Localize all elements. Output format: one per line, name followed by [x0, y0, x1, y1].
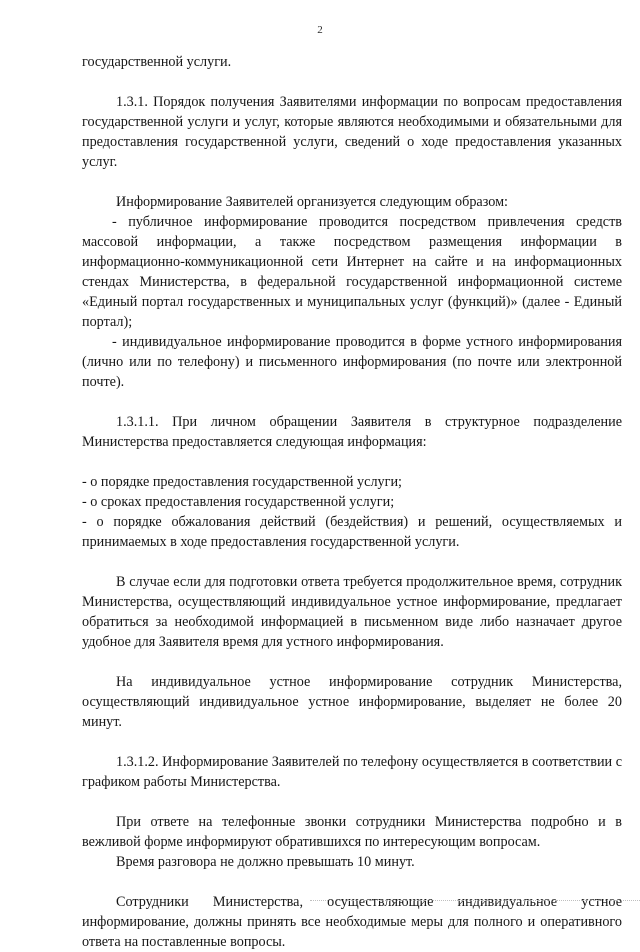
paragraph-1-3-1-2: 1.3.1.2. Информирование Заявителей по телефону осуществляется в соответствии с графиком работы Министерства. [82, 754, 622, 790]
paragraph-continuation: государственной услуги. [82, 54, 232, 70]
paragraph-phone-answer: При ответе на телефонные звонки сотрудники Министерства подробно и в вежливой форме информируют обратившихся по интересующим вопросам. [82, 814, 622, 850]
information-list [82, 472, 622, 552]
informing-methods-list [82, 212, 622, 392]
list-item: - о порядке предоставления государственной услуги; [82, 474, 402, 490]
list-item: - публичное информирование проводится посредством привлечения средств массовой информации, а также посредством размещения информации в информационно-коммуникационной сети Интернет на сайте и на информационных стендах Министерства, в федеральной государственной информационной системе «Единый портал государственных и муниципальных услуг (функций)» (далее - Единый портал); [82, 214, 622, 330]
page-number: 2 [317, 24, 323, 36]
paragraph-1-3-1: 1.3.1. Порядок получения Заявителями информации по вопросам предоставления государственной услуги и услуг, которые являются необходимыми и обязательными для предоставления государственной услуги, сведений о ходе предоставления указанных услуг. [82, 94, 622, 170]
list-item: - индивидуальное информирование проводится в форме устного информирования (лично или по телефону) и письменного информирования (по почте или электронной почте). [82, 334, 622, 390]
paragraph-time-limit: На индивидуальное устное информирование сотрудник Министерства, осуществляющий индивидуальное устное информирование, выделяет не более 20 минут. [82, 674, 622, 730]
paragraph-long-preparation: В случае если для подготовки ответа требуется продолжительное время, сотрудник Министерства, осуществляющий индивидуальное устное информирование, предлагает обратиться за необходимой информацией в письменном виде либо назначает другое удобное для Заявителя время для устного информирования. [82, 574, 622, 650]
document-body [82, 52, 622, 952]
paragraph-1-3-1-1: 1.3.1.1. При личном обращении Заявителя в структурное подразделение Министерства предоставляется следующая информация: [82, 414, 622, 450]
paragraph-staff-measures: Сотрудники Министерства, осуществляющие индивидуальное устное информирование, должны принять все необходимые меры для полного и оперативного ответа на поставленные вопросы. [82, 894, 622, 950]
paragraph-call-duration: Время разговора не должно превышать 10 минут. [116, 854, 415, 870]
paragraph-informing-intro: Информирование Заявителей организуется следующим образом: [116, 194, 508, 210]
scan-edge-line [310, 900, 640, 901]
list-item: - о сроках предоставления государственной услуги; [82, 494, 395, 510]
list-item: - о порядке обжалования действий (бездействия) и решений, осуществляемых и принимаемых в ходе предоставления государственной услуги. [82, 514, 622, 550]
